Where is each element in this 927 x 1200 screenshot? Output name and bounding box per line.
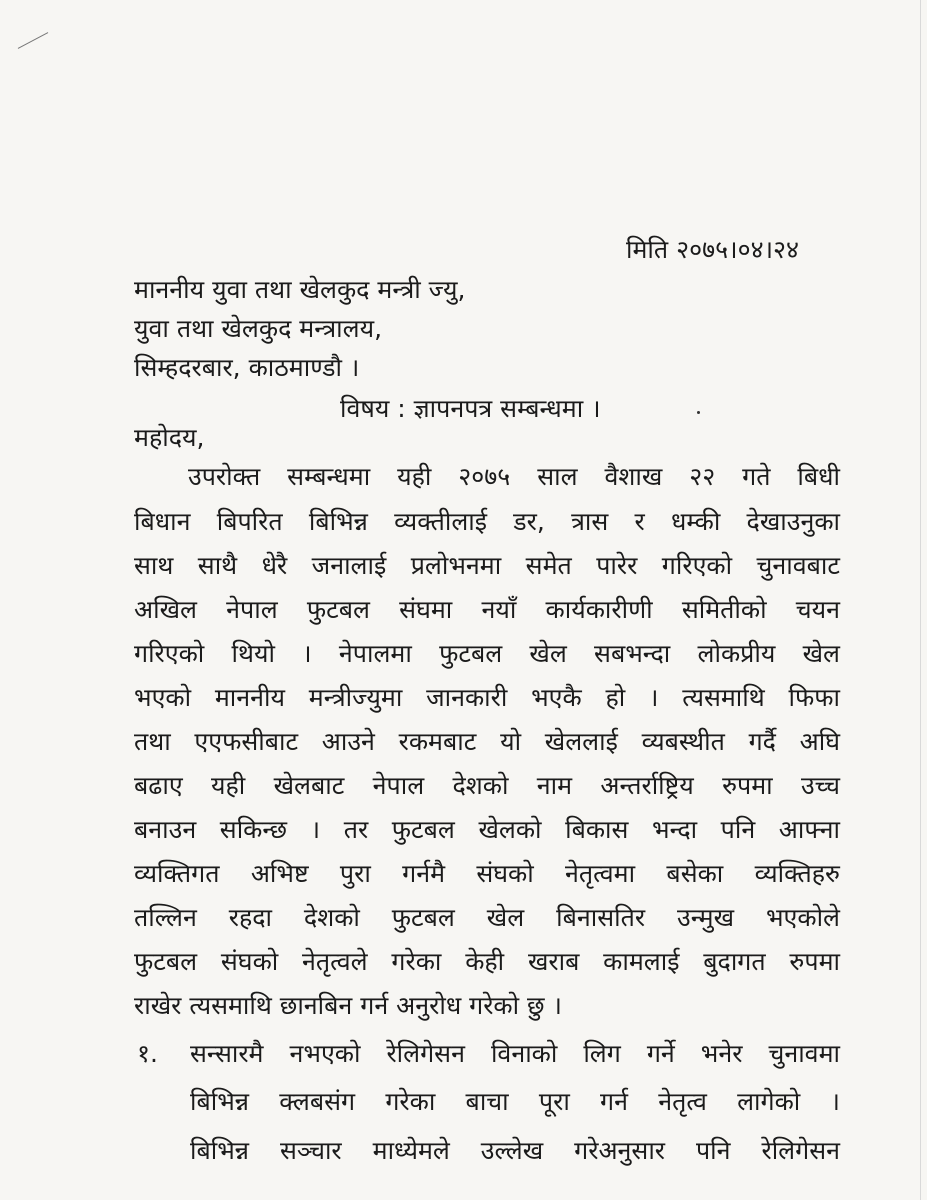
body-line: अखिल नेपाल फुटबल संघमा नयाँ कार्यकारीणी समितीको चयन (134, 595, 840, 624)
body-line: तल्लिन रहदा देशको फुटबल खेल बिनासतिर उन्मुख भएकोले (134, 903, 840, 932)
body-line: बिधान बिपरित बिभिन्न व्यक्तीलाई डर, त्रास र धम्की देखाउनुका (134, 507, 840, 536)
recipient-line: सिम्हदरबार, काठमाण्डौ । (134, 353, 360, 382)
body-line: बढाए यही खेलबाट नेपाल देशको नाम अन्तर्राष्ट्रिय रुपमा उच्च (134, 771, 840, 800)
body-line: साथ साथै धेरै जनालाई प्रलोभनमा समेत पारेर गरिएको चुनावबाट (134, 551, 840, 580)
item-line: बिभिन्न सञ्चार माध्येमले उल्लेख गरेअनुसार पनि रेलिगेसन (190, 1136, 840, 1165)
body-line: गरिएको थियो । नेपालमा फुटबल खेल सबभन्दा लोकप्रीय खेल (134, 639, 840, 668)
letter-date: मिति २०७५।०४।२४ (626, 235, 800, 264)
scan-speck (697, 411, 700, 414)
recipient-line: माननीय युवा तथा खेलकुद मन्त्री ज्यु, (134, 275, 466, 304)
item-line: सन्सारमै नभएको रेलिगेसन विनाको लिग गर्ने भनेर चुनावमा (190, 1039, 840, 1068)
body-line: बनाउन सकिन्छ । तर फुटबल खेलको बिकास भन्दा पनि आफ्ना (134, 815, 840, 844)
body-line: राखेर त्यसमाथि छानबिन गर्न अनुरोध गरेको छु । (134, 991, 563, 1020)
scan-edge (920, 0, 921, 1200)
body-line: भएको माननीय मन्त्रीज्युमा जानकारी भएकै हो । त्यसमाथि फिफा (134, 683, 840, 712)
letter-subject: विषय : ज्ञापनपत्र सम्बन्धमा । (340, 394, 601, 423)
body-line: तथा एएफसीबाट आउने रकमबाट यो खेललाई व्यबस्थीत गर्दै अघि (134, 727, 840, 756)
salutation: महोदय, (134, 423, 205, 452)
body-line: उपरोक्त सम्बन्धमा यही २०७५ साल वैशाख २२ गते बिधी (188, 462, 840, 491)
body-line: व्यक्तिगत अभिष्ट पुरा गर्नमै संघको नेतृत्वमा बसेका व्यक्तिहरु (134, 859, 840, 888)
item-number: १. (137, 1039, 158, 1068)
recipient-line: युवा तथा खेलकुद मन्त्रालय, (134, 314, 383, 343)
item-line: बिभिन्न क्लबसंग गरेका बाचा पूरा गर्न नेतृत्व लागेको । (190, 1087, 840, 1116)
scan-pen-mark (18, 32, 48, 49)
body-line: फुटबल संघको नेतृत्वले गरेका केही खराब कामलाई बुदागत रुपमा (134, 947, 840, 976)
